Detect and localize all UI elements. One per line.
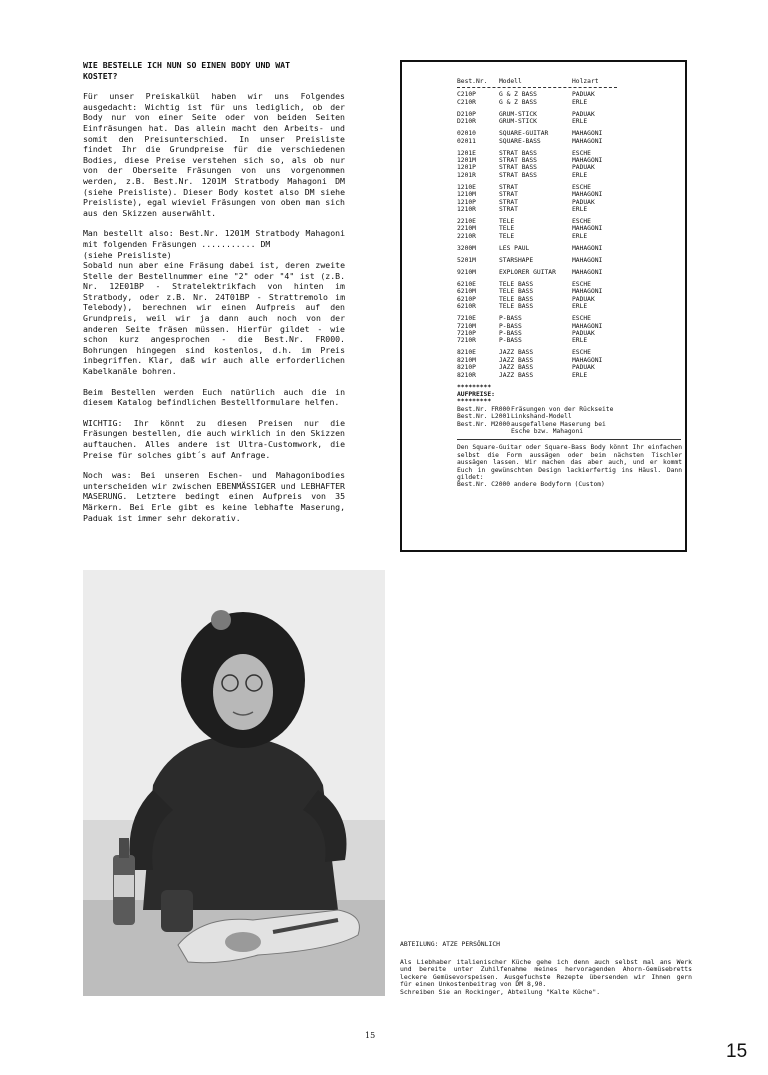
cell-best-nr: 1201R bbox=[457, 171, 476, 179]
cell-holzart: MAHAGONI bbox=[572, 288, 603, 296]
cell-best-nr: 1210M bbox=[457, 191, 476, 199]
photo-caption bbox=[400, 941, 692, 997]
cell-best-nr: 3200M bbox=[457, 244, 476, 252]
aufpreis-row bbox=[457, 406, 682, 413]
cell-modell: JAZZ BASS bbox=[499, 349, 534, 357]
price-row bbox=[457, 206, 682, 213]
price-group bbox=[457, 281, 682, 311]
price-group bbox=[457, 111, 682, 126]
cell-modell: GRUM-STICK bbox=[499, 118, 537, 126]
cell-modell: STARSHAPE bbox=[499, 256, 534, 264]
price-row bbox=[457, 288, 682, 295]
price-group bbox=[457, 218, 682, 240]
cell-modell: SQUARE-BASS bbox=[499, 137, 541, 145]
price-row bbox=[457, 315, 682, 322]
cell-holzart: ERLE bbox=[572, 371, 588, 379]
cell-modell: GRUM-STICK bbox=[499, 110, 537, 118]
article-paragraph: Beim Bestellen werden Euch natürlich auch die in diesem Katalog befindlichen Bestellformulare helfen. bbox=[83, 386, 345, 408]
price-groups bbox=[457, 91, 682, 379]
cell-holzart: ERLE bbox=[572, 303, 588, 311]
price-row bbox=[457, 323, 682, 330]
cell-modell: EXPLORER GUITAR bbox=[499, 268, 556, 276]
article-paragraph: WICHTIG: Ihr könnt zu diesen Preisen nur die Fräsungen bestellen, die auch wirklich in den Skizzen auftauchen. Alles andere ist Ultra-Customwork, die Preise für solches gibt´s auf Anfrage. bbox=[83, 417, 345, 460]
star-divider: ********* bbox=[457, 383, 492, 391]
cell-best-nr: 6210P bbox=[457, 295, 476, 303]
price-row bbox=[457, 296, 682, 303]
cell-best-nr: C210P bbox=[457, 91, 476, 99]
cell-modell: TELE bbox=[499, 225, 515, 233]
cell-holzart: ERLE bbox=[572, 232, 588, 240]
cell-holzart: MAHAGONI bbox=[572, 130, 603, 138]
cell-best-nr: 7210P bbox=[457, 329, 476, 337]
price-row bbox=[457, 218, 682, 225]
cell-holzart: ESCHE bbox=[572, 149, 591, 157]
header-holzart: Holzart bbox=[572, 78, 599, 85]
price-row bbox=[457, 157, 682, 164]
cell-modell: TELE bbox=[499, 218, 515, 226]
cell-best-nr: 8210M bbox=[457, 356, 476, 364]
cell-holzart: PADUAK bbox=[572, 110, 595, 118]
cell-modell: JAZZ BASS bbox=[499, 356, 534, 364]
price-group bbox=[457, 269, 682, 276]
price-row bbox=[457, 233, 682, 240]
cell-best-nr: 8210P bbox=[457, 364, 476, 372]
price-group bbox=[457, 245, 682, 252]
price-list bbox=[457, 78, 682, 489]
cell-modell: JAZZ BASS bbox=[499, 364, 534, 372]
aufpreis-code: Best.Nr. L2001 bbox=[457, 413, 511, 421]
article-paragraph: Noch was: Bei unseren Eschen- und Mahagonibodies unterscheiden wir zwischen EBENMÄSSIGER und LEBHAFTER MASERUNG. Letztere bedingt einen Aufpreis von 35 Märkern. Bei Erle gibt es keine lebhafte Maserung, Paduak ist immer sehr dekorativ. bbox=[83, 470, 345, 523]
price-row bbox=[457, 303, 682, 310]
cell-modell: TELE BASS bbox=[499, 288, 534, 296]
cell-holzart: MAHAGONI bbox=[572, 137, 603, 145]
aufpreis-desc: Linkshand-Modell bbox=[511, 413, 572, 421]
cell-holzart: ERLE bbox=[572, 206, 588, 214]
price-group bbox=[457, 315, 682, 345]
cell-best-nr: 2210E bbox=[457, 218, 476, 226]
cell-holzart: PADUAK bbox=[572, 364, 595, 372]
price-row bbox=[457, 150, 682, 157]
cell-best-nr: 1210P bbox=[457, 198, 476, 206]
header-divider bbox=[457, 87, 617, 88]
cell-modell: STRAT bbox=[499, 206, 518, 214]
cell-modell: TELE BASS bbox=[499, 303, 534, 311]
price-group bbox=[457, 184, 682, 214]
cell-holzart: ERLE bbox=[572, 337, 588, 345]
aufpreis-desc: ausgefallene Maserung bei Esche bzw. Mahagoni bbox=[511, 420, 606, 435]
price-row bbox=[457, 199, 682, 206]
price-row bbox=[457, 99, 682, 106]
cell-best-nr: 7210R bbox=[457, 337, 476, 345]
price-row bbox=[457, 349, 682, 356]
cell-modell: STRAT bbox=[499, 198, 518, 206]
cell-modell: STRAT BASS bbox=[499, 164, 537, 172]
price-row bbox=[457, 364, 682, 371]
cell-holzart: MAHAGONI bbox=[572, 244, 603, 252]
cell-holzart: ESCHE bbox=[572, 315, 591, 323]
cell-holzart: PADUAK bbox=[572, 91, 595, 99]
article-paragraph: Man bestellt also: Best.Nr. 1201M Stratbody Mahagoni mit folgenden Fräsungen ........... DM (siehe Preisliste) Sobald nun aber eine Fräsung dabei ist, deren zweite Stelle der Bestellnummer eine "2" oder "4" ist (z.B. Nr. 12E01BP - Stratelektrikfach von hinten im Stratbody, oder z.B. Nr. 24T01BP - Strattremolo im Telebody), berechnen wir einen Aufpreis auf den Grundpreis, weil wir ja dann auch noch von der anderen Seite fräsen müssen. Hierfür gildet - wie schon kurz angesprochen - die Best.Nr. FR000. Bohrungen hingegen sind kostenlos, d.h. im Preis inbegriffen. Klar, daß wir auch alle erforderlichen Kabelkanäle bohren. bbox=[83, 228, 345, 377]
aufpreise-title: AUFPREISE: bbox=[457, 390, 495, 398]
aufpreis-row bbox=[457, 413, 682, 420]
cell-best-nr: 6210R bbox=[457, 303, 476, 311]
cell-best-nr: 1210R bbox=[457, 206, 476, 214]
cell-modell: SQUARE-GUITAR bbox=[499, 130, 549, 138]
cell-modell: STRAT bbox=[499, 183, 518, 191]
aufpreis-row bbox=[457, 421, 682, 436]
header-best-nr: Best.Nr. bbox=[457, 78, 488, 85]
price-list-box bbox=[400, 60, 687, 552]
cell-best-nr: 9210M bbox=[457, 268, 476, 276]
cell-best-nr: 6210M bbox=[457, 288, 476, 296]
cell-modell: JAZZ BASS bbox=[499, 371, 534, 379]
cell-holzart: ERLE bbox=[572, 171, 588, 179]
article-paragraph: Für unser Preiskalkül haben wir uns Folgendes ausgedacht: Wichtig ist für uns lediglich, ob der Body nur von einer Seite oder von beiden Seiten Einfräsungen hat. Das allein macht den Arbeits- und somit den Preisunterschied. In unser Preisliste findet Ihr die Grundpreise für die verschiedenen Bodies, diese Preise verstehen sich so, als ob nur von der Oberseite Fräsungen von uns vorgenommen werden, z.B. Best.Nr. 1201M Stratbody Mahagoni DM (siehe Preisliste). Dieser Body kostet also DM siehe Preisliste), egal wieviel Fräsungen von oben man sich aus den Skizzen auserwählt. bbox=[83, 91, 345, 218]
cell-holzart: PADUAK bbox=[572, 329, 595, 337]
cell-best-nr: 5201M bbox=[457, 256, 476, 264]
cell-best-nr: 6210E bbox=[457, 280, 476, 288]
price-row bbox=[457, 245, 682, 252]
article-heading: WIE BESTELLE ICH NUN SO EINEN BODY UND WAT KOSTET? bbox=[83, 60, 291, 81]
cell-best-nr: D210P bbox=[457, 110, 476, 118]
cell-best-nr: C210R bbox=[457, 98, 476, 106]
price-row bbox=[457, 164, 682, 171]
cell-modell: STRAT BASS bbox=[499, 171, 537, 179]
cell-holzart: PADUAK bbox=[572, 198, 595, 206]
cell-best-nr: 1201M bbox=[457, 157, 476, 165]
photo-image bbox=[83, 570, 385, 996]
price-row bbox=[457, 372, 682, 379]
price-group bbox=[457, 130, 682, 145]
price-row bbox=[457, 111, 682, 118]
cell-holzart: MAHAGONI bbox=[572, 256, 603, 264]
cell-holzart: MAHAGONI bbox=[572, 356, 603, 364]
page-number-footer: 15 bbox=[365, 1031, 376, 1040]
cell-modell: P-BASS bbox=[499, 315, 522, 323]
page-number-corner: 15 bbox=[726, 1041, 748, 1062]
cell-best-nr: 02010 bbox=[457, 130, 476, 138]
cell-holzart: MAHAGONI bbox=[572, 157, 603, 165]
price-row bbox=[457, 337, 682, 344]
cell-holzart: MAHAGONI bbox=[572, 225, 603, 233]
cell-holzart: MAHAGONI bbox=[572, 322, 603, 330]
price-row bbox=[457, 357, 682, 364]
price-row bbox=[457, 130, 682, 137]
photo-juggling-vegetables bbox=[83, 570, 385, 996]
cell-modell: TELE BASS bbox=[499, 295, 534, 303]
price-list-header bbox=[457, 78, 682, 85]
price-row bbox=[457, 138, 682, 145]
cell-modell: P-BASS bbox=[499, 322, 522, 330]
header-modell: Modell bbox=[499, 78, 522, 85]
cell-modell: P-BASS bbox=[499, 329, 522, 337]
cell-holzart: ESCHE bbox=[572, 280, 591, 288]
aufpreise-list bbox=[457, 406, 682, 436]
cell-modell: STRAT BASS bbox=[499, 149, 537, 157]
cell-best-nr: 8210E bbox=[457, 349, 476, 357]
square-body-note: Den Square-Guitar oder Square-Bass Body könnt Ihr einfachen selbst die Form aussägen oder beim nächsten Tischler aussägen lassen. Wir machen das aber auch, und er kommt Euch in gewünschten Design lackierfertig ins Häusl. Dann gildet: Best.Nr. C2000 andere Bodyform (Custom) bbox=[457, 444, 682, 489]
cell-holzart: MAHAGONI bbox=[572, 268, 603, 276]
cell-holzart: PADUAK bbox=[572, 164, 595, 172]
price-group bbox=[457, 91, 682, 106]
cell-best-nr: 8210R bbox=[457, 371, 476, 379]
aufpreis-desc: Fräsungen von der Rückseite bbox=[511, 405, 614, 413]
cell-best-nr: 02011 bbox=[457, 137, 476, 145]
cell-best-nr: 1201E bbox=[457, 149, 476, 157]
price-row bbox=[457, 184, 682, 191]
caption-text: Als Liebhaber italienischer Küche gehe ich denn auch selbst mal ans Werk und bereite unter Zuhilfenahme meines hervoragenden Ahorn-Gemüsebretts leckere Gemüsevorspeisen. Ausgefuchste Rezepte übersenden wir Ihnen gern für einen Unkostenbeitrag von DM 8,90. Schreiben Sie an Rockinger, Abteilung "Kalte Küche". bbox=[400, 957, 692, 996]
star-divider: ********* bbox=[457, 398, 492, 406]
price-group bbox=[457, 349, 682, 379]
price-row bbox=[457, 269, 682, 276]
price-row bbox=[457, 118, 682, 125]
aufpreis-code: Best.Nr. M2000 bbox=[457, 420, 511, 428]
note-divider bbox=[457, 439, 681, 440]
cell-best-nr: 2210M bbox=[457, 225, 476, 233]
price-group bbox=[457, 150, 682, 180]
aufpreis-code: Best.Nr. FR000 bbox=[457, 405, 511, 413]
price-row bbox=[457, 330, 682, 337]
cell-best-nr: D210R bbox=[457, 118, 476, 126]
cell-holzart: MAHAGONI bbox=[572, 191, 603, 199]
cell-best-nr: 7210E bbox=[457, 315, 476, 323]
cell-holzart: ESCHE bbox=[572, 183, 591, 191]
cell-best-nr: 2210R bbox=[457, 232, 476, 240]
price-row bbox=[457, 91, 682, 98]
caption-title: ABTEILUNG: ATZE PERSÖNLICH bbox=[400, 940, 501, 948]
price-row bbox=[457, 257, 682, 264]
cell-holzart: ERLE bbox=[572, 98, 588, 106]
cell-modell: STRAT BASS bbox=[499, 157, 537, 165]
price-row bbox=[457, 172, 682, 179]
cell-holzart: ESCHE bbox=[572, 349, 591, 357]
cell-holzart: ESCHE bbox=[572, 218, 591, 226]
cell-modell: P-BASS bbox=[499, 337, 522, 345]
ordering-article bbox=[83, 60, 345, 533]
price-row bbox=[457, 281, 682, 288]
cell-modell: LES PAUL bbox=[499, 244, 530, 252]
cell-modell: G & Z BASS bbox=[499, 91, 537, 99]
cell-holzart: ERLE bbox=[572, 118, 588, 126]
cell-modell: STRAT bbox=[499, 191, 518, 199]
cell-modell: G & Z BASS bbox=[499, 98, 537, 106]
price-row bbox=[457, 225, 682, 232]
cell-modell: TELE BASS bbox=[499, 280, 534, 288]
price-group bbox=[457, 257, 682, 264]
cell-modell: TELE bbox=[499, 232, 515, 240]
cell-holzart: PADUAK bbox=[572, 295, 595, 303]
cell-best-nr: 7210M bbox=[457, 322, 476, 330]
price-row bbox=[457, 191, 682, 198]
cell-best-nr: 1201P bbox=[457, 164, 476, 172]
cell-best-nr: 1210E bbox=[457, 183, 476, 191]
